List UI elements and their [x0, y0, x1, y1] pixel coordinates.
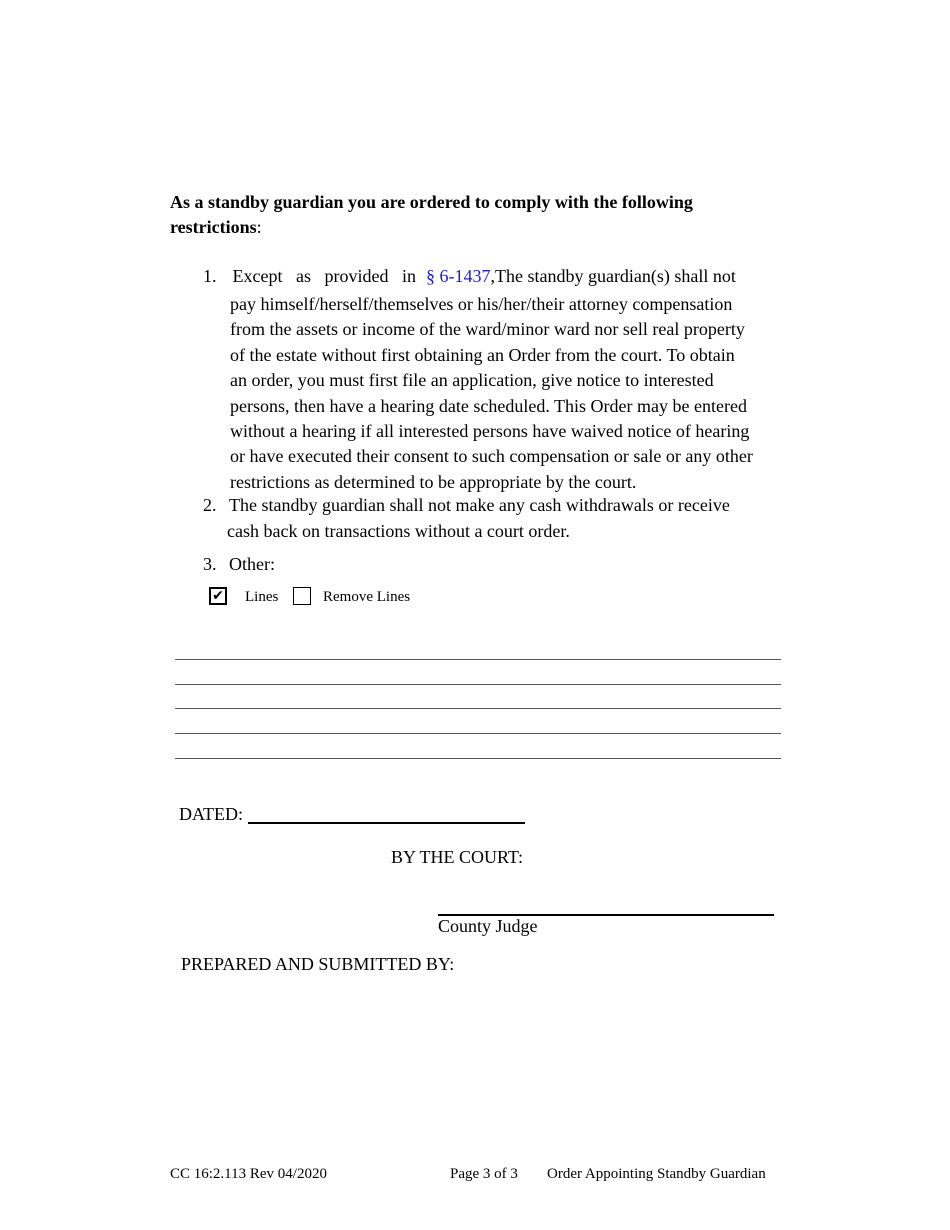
restriction-item-1-body — [230, 292, 790, 495]
dated-label: DATED: — [179, 804, 243, 824]
restrictions-heading-text: As a standby guardian you are ordered to comply with the following restrictions — [170, 192, 693, 237]
footer-page-number: Page 3 of 3 — [450, 1166, 518, 1182]
other-entry-line[interactable] — [175, 758, 781, 759]
other-entry-line[interactable] — [175, 659, 781, 660]
lines-checkbox-label: Lines — [245, 589, 279, 605]
statute-link[interactable]: § 6-1437 — [425, 266, 491, 286]
heading-colon: : — [256, 217, 262, 237]
item-3-number: 3. — [203, 554, 217, 574]
item-2-line-1: The standby guardian shall not make any cash withdrawals or receive — [229, 495, 730, 515]
footer-form-number: CC 16:2.113 Rev 04/2020 — [170, 1166, 327, 1182]
footer-form-title: Order Appointing Standby Guardian — [547, 1166, 766, 1182]
by-the-court-label: BY THE COURT: — [391, 847, 524, 867]
item-2-line-2: cash back on transactions without a court order. — [227, 520, 570, 541]
item-3-label: Other: — [229, 554, 275, 574]
restriction-item-3 — [203, 552, 275, 576]
item-1-line: without a hearing if all interested persons have waived notice of hearing — [230, 421, 750, 442]
item-1-line: persons, then have a hearing date scheduled. This Order may be entered — [230, 395, 747, 416]
prepared-by-label: PREPARED AND SUBMITTED BY: — [181, 954, 455, 974]
checkmark-icon: ✔ — [212, 588, 224, 604]
item-1-line: restrictions as determined to be appropriate by the court. — [230, 471, 637, 492]
restrictions-heading — [170, 190, 770, 240]
item-1-after-link: ,The standby guardian(s) shall not — [490, 266, 736, 286]
lines-checkbox[interactable] — [209, 587, 227, 605]
item-1-line: an order, you must first file an application, give notice to interested — [230, 370, 714, 391]
item-1-number: 1. — [203, 266, 217, 286]
item-1-lead: Except as provided in — [232, 266, 416, 286]
item-1-line: pay himself/herself/themselves or his/her/their attorney compensation — [230, 294, 733, 314]
item-1-line: from the assets or income of the ward/minor ward nor sell real property — [230, 319, 745, 340]
other-entry-line[interactable] — [175, 733, 781, 734]
item-1-line: of the estate without first obtaining an Order from the court. To obtain — [230, 344, 735, 365]
restriction-item-1 — [203, 264, 763, 289]
other-entry-line[interactable] — [175, 684, 781, 685]
remove-lines-checkbox-label: Remove Lines — [323, 589, 411, 605]
county-judge-label: County Judge — [438, 916, 538, 936]
dated-signature-line[interactable] — [248, 822, 525, 824]
remove-lines-checkbox[interactable] — [293, 587, 311, 605]
other-entry-line[interactable] — [175, 708, 781, 709]
item-2-number: 2. — [203, 495, 217, 515]
restriction-item-2 — [203, 493, 773, 544]
item-1-line: or have executed their consent to such compensation or sale or any other — [230, 446, 753, 467]
